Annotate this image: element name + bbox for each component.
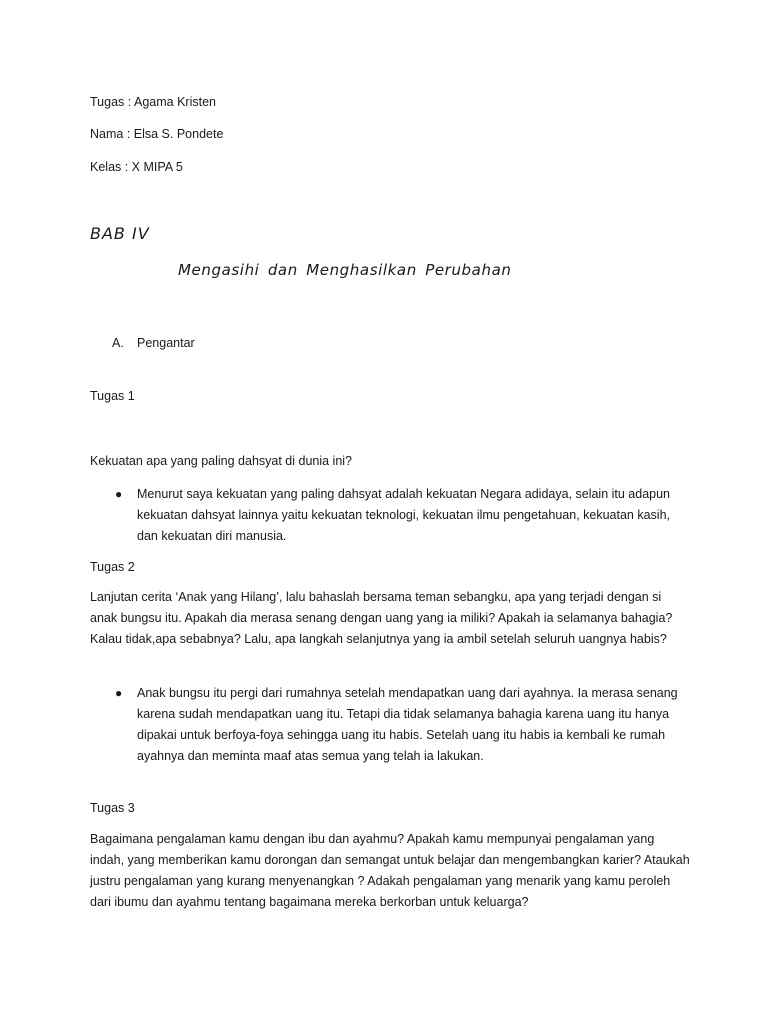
section-heading bbox=[112, 333, 195, 353]
task-heading: Tugas 2 bbox=[90, 560, 135, 574]
answer-bullet bbox=[115, 683, 690, 767]
section-label: Pengantar bbox=[137, 336, 195, 350]
task-answer: Anak bungsu itu pergi dari rumahnya setelah mendapatkan uang dari ayahnya. Ia merasa senang karena sudah mendapatkan uang itu. Tetapi dia tidak selamanya bahagia karena uang itu hanya dipakai untuk berfoya-foya sehingga uang itu habis. Setelah uang itu habis ia kembali ke rumah ayahnya dan meminta maaf atas semua yang telah ia lakukan. bbox=[137, 686, 678, 763]
chapter-label: BAB IV bbox=[90, 224, 150, 243]
task-question: Lanjutan cerita ‘Anak yang Hilang’, lalu bahaslah bersama teman sebangku, apa yang terjadi dengan si anak bungsu itu. Apakah dia merasa senang dengan uang yang ia miliki? Apakah ia selamanya bahagia? Kalau tidak,apa sebabnya? Lalu, apa langkah selanjutnya yang ia ambil setelah seluruh uangnya habis? bbox=[90, 590, 673, 646]
task-answer: Menurut saya kekuatan yang paling dahsyat adalah kekuatan Negara adidaya, selain itu adapun kekuatan dahsyat lainnya yaitu kekuatan teknologi, kekuatan ilmu pengetahuan, kekuatan kasih, dan kekuatan diri manusia. bbox=[137, 487, 671, 543]
student-class: Kelas : X MIPA 5 bbox=[90, 160, 183, 174]
task-heading: Tugas 1 bbox=[90, 389, 135, 403]
section-marker: A. bbox=[112, 336, 124, 350]
task-question: Kekuatan apa yang paling dahsyat di dunia ini? bbox=[90, 454, 353, 468]
task-question: Bagaimana pengalaman kamu dengan ibu dan ayahmu? Apakah kamu mempunyai pengalaman yang indah, yang memberikan kamu dorongan dan semangat untuk belajar dan mengembangkan karier? Ataukah justru pengalaman yang kurang menyenangkan ? Adakah pengalaman yang menarik yang kamu peroleh dari ibumu dan ayahmu tentang bagaimana mereka berkorban untuk keluarga? bbox=[90, 832, 690, 909]
assignment-subject: Tugas : Agama Kristen bbox=[90, 95, 216, 109]
student-name: Nama : Elsa S. Pondete bbox=[90, 127, 224, 141]
answer-bullet bbox=[115, 484, 690, 547]
chapter-title: Mengasihi dan Menghasilkan Perubahan bbox=[178, 261, 512, 279]
bullet-icon: ● bbox=[115, 686, 123, 700]
bullet-icon: ● bbox=[115, 487, 123, 501]
task-heading: Tugas 3 bbox=[90, 801, 135, 815]
